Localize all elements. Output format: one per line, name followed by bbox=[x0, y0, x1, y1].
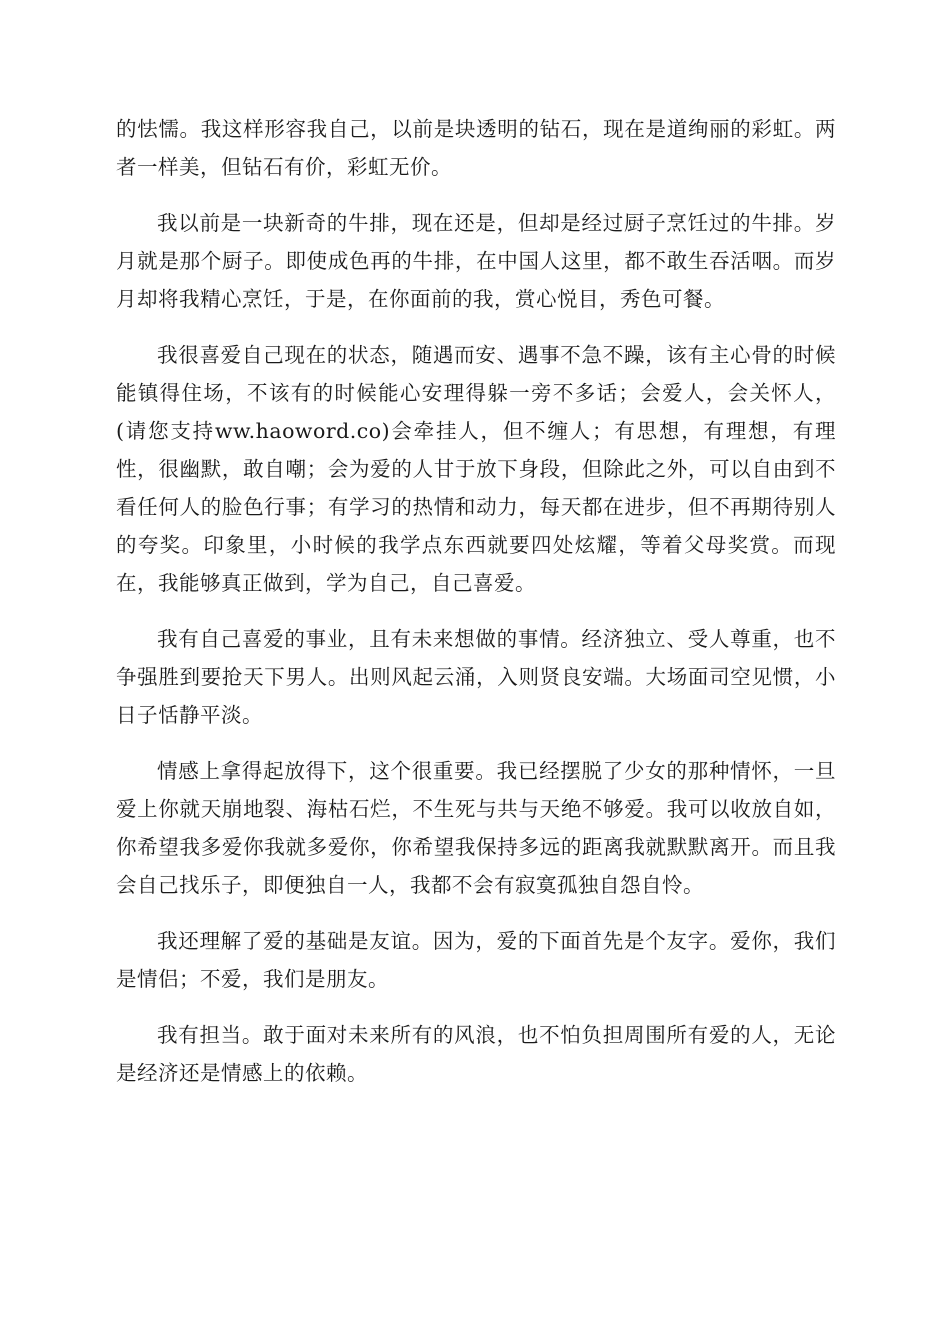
paragraph-emotion: 情感上拿得起放得下，这个很重要。我已经摆脱了少女的那种情怀，一旦爱上你就天崩地裂、海枯石烂，不生死与共与天绝不够爱。我可以收放自如，你希望我多爱你我就多爱你，你希望我保持多远的距离我就默默离开。而且我会自己找乐子，即便独自一人，我都不会有寂寞孤独自怨自怜。 bbox=[116, 759, 836, 897]
document-body bbox=[116, 110, 836, 1110]
paragraph-state: 我很喜爱自己现在的状态，随遇而安、遇事不急不躁，该有主心骨的时候能镇得住场，不该有的时候能心安理得躲一旁不多话；会爱人，会关怀人，(请您支持ww.haoword.co)会牵挂人，但不缠人；有思想，有理想，有理性，很幽默，敢自嘲；会为爱的人甘于放下身段，但除此之外，可以自由到不看任何人的脸色行事；有学习的热情和动力，每天都在进步，但不再期待别人的夸奖。印象里，小时候的我学点东西就要四处炫耀，等着父母奖赏。而现在，我能够真正做到，学为自己，自己喜爱。 bbox=[116, 343, 836, 595]
paragraph-career: 我有自己喜爱的事业，且有未来想做的事情。经济独立、受人尊重，也不争强胜到要抢天下男人。出则风起云涌，入则贤良安端。大场面司空见惯，小日子恬静平淡。 bbox=[116, 627, 836, 727]
paragraph-friendship: 我还理解了爱的基础是友谊。因为，爱的下面首先是个友字。爱你，我们是情侣；不爱，我们是朋友。 bbox=[116, 929, 836, 991]
paragraph-responsibility: 我有担当。敢于面对未来所有的风浪，也不怕负担周围所有爱的人，无论是经济还是情感上的依赖。 bbox=[116, 1023, 836, 1085]
paragraph-steak: 我以前是一块新奇的牛排，现在还是，但却是经过厨子烹饪过的牛排。岁月就是那个厨子。即使成色再的牛排，在中国人这里，都不敢生吞活咽。而岁月却将我精心烹饪，于是，在你面前的我，赏心悦目，秀色可餐。 bbox=[116, 211, 836, 311]
paragraph-continuation: 的怯懦。我这样形容我自己，以前是块透明的钻石，现在是道绚丽的彩虹。两者一样美，但钻石有价，彩虹无价。 bbox=[116, 117, 836, 179]
